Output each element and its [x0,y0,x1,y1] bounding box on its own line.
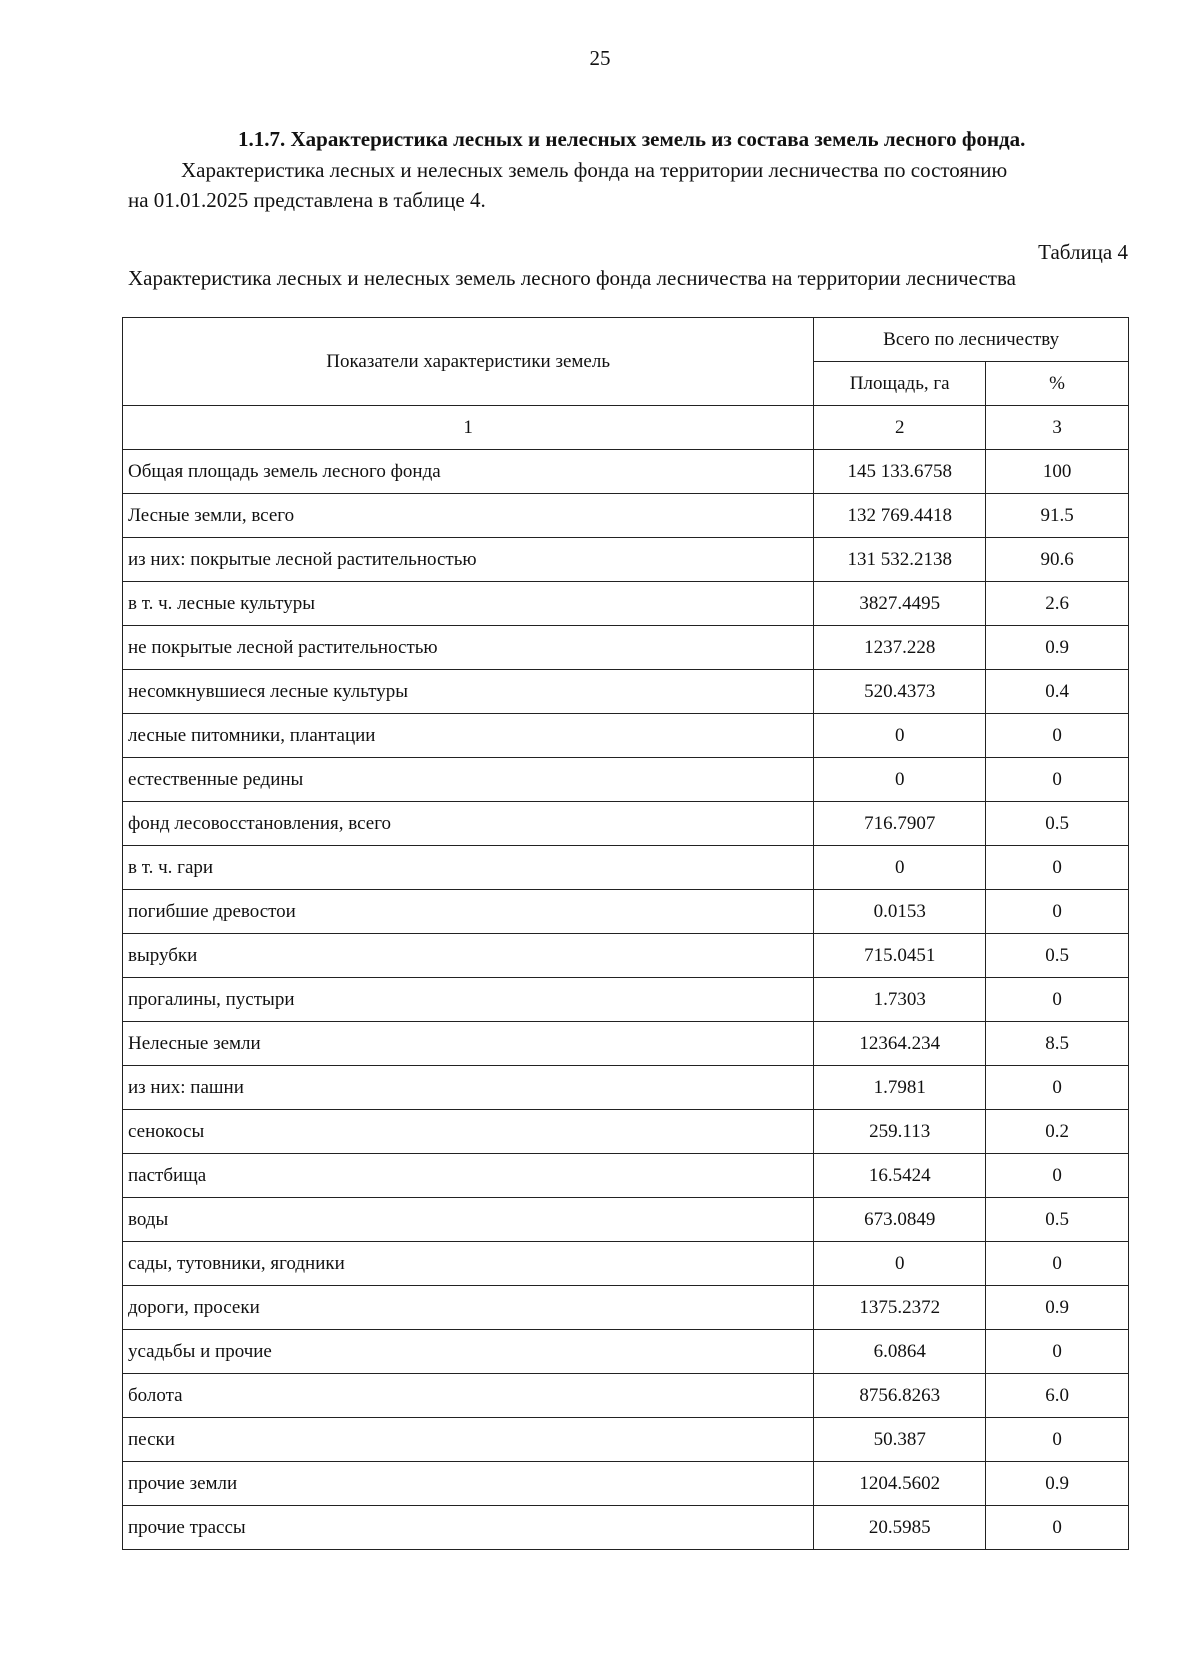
intro-line-2: на 01.01.2025 представлена в таблице 4. [128,188,486,212]
column-number-2: 2 [814,406,986,450]
land-characteristics-table [122,317,1129,1550]
row-percent-value: 0.5 [986,1198,1129,1242]
row-area-value: 1375.2372 [814,1286,986,1330]
row-indicator-name: прочие трассы [123,1506,814,1550]
table-row [123,846,1129,890]
row-area-value: 520.4373 [814,670,986,714]
table-row [123,1286,1129,1330]
table-row [123,1462,1129,1506]
table-row [123,1022,1129,1066]
row-area-value: 8756.8263 [814,1374,986,1418]
row-percent-value: 0 [986,1242,1129,1286]
row-area-value: 0 [814,1242,986,1286]
row-indicator-name: лесные питомники, плантации [123,714,814,758]
row-percent-value: 0 [986,1506,1129,1550]
table-row [123,758,1129,802]
row-indicator-name: Нелесные земли [123,1022,814,1066]
column-number-3: 3 [986,406,1129,450]
row-indicator-name: в т. ч. лесные культуры [123,582,814,626]
row-percent-value: 0.2 [986,1110,1129,1154]
row-percent-value: 0 [986,846,1129,890]
row-area-value: 16.5424 [814,1154,986,1198]
table-row [123,626,1129,670]
table-caption: Характеристика лесных и нелесных земель лесного фонда лесничества на территории лесничества [128,266,1016,290]
header-percent: % [986,362,1129,406]
row-indicator-name: дороги, просеки [123,1286,814,1330]
row-indicator-name: болота [123,1374,814,1418]
row-area-value: 3827.4495 [814,582,986,626]
row-indicator-name: несомкнувшиеся лесные культуры [123,670,814,714]
table-row [123,582,1129,626]
table-number: Таблица 4 [1038,240,1128,264]
table-row [123,494,1129,538]
row-percent-value: 0 [986,1066,1129,1110]
row-percent-value: 0 [986,1154,1129,1198]
table-row [123,1154,1129,1198]
row-area-value: 6.0864 [814,1330,986,1374]
row-percent-value: 0.9 [986,1286,1129,1330]
row-area-value: 1.7303 [814,978,986,1022]
table-row [123,670,1129,714]
row-percent-value: 90.6 [986,538,1129,582]
row-percent-value: 8.5 [986,1022,1129,1066]
row-area-value: 1237.228 [814,626,986,670]
column-number-1: 1 [123,406,814,450]
row-percent-value: 0.9 [986,1462,1129,1506]
table-body [123,450,1129,1550]
page-number: 25 [589,46,611,70]
row-area-value: 716.7907 [814,802,986,846]
row-area-value: 715.0451 [814,934,986,978]
row-indicator-name: прогалины, пустыри [123,978,814,1022]
row-area-value: 0.0153 [814,890,986,934]
row-percent-value: 0 [986,758,1129,802]
row-indicator-name: пески [123,1418,814,1462]
table-row [123,934,1129,978]
row-indicator-name: погибшие древостои [123,890,814,934]
table-row [123,890,1129,934]
row-area-value: 131 532.2138 [814,538,986,582]
table-row [123,714,1129,758]
intro-line-1: Характеристика лесных и нелесных земель фонда на территории лесничества по состоянию [181,158,1008,182]
header-area: Площадь, га [814,362,986,406]
row-percent-value: 100 [986,450,1129,494]
row-area-value: 1204.5602 [814,1462,986,1506]
header-indicator: Показатели характеристики земель [123,318,814,406]
row-percent-value: 0 [986,978,1129,1022]
row-percent-value: 0.5 [986,802,1129,846]
row-indicator-name: прочие земли [123,1462,814,1506]
row-percent-value: 0.5 [986,934,1129,978]
row-indicator-name: естественные редины [123,758,814,802]
row-area-value: 20.5985 [814,1506,986,1550]
table-row [123,1330,1129,1374]
row-percent-value: 0.4 [986,670,1129,714]
row-indicator-name: усадьбы и прочие [123,1330,814,1374]
table-row [123,1198,1129,1242]
intro-paragraph [128,155,1128,215]
row-percent-value: 91.5 [986,494,1129,538]
table-row [123,1374,1129,1418]
row-indicator-name: из них: пашни [123,1066,814,1110]
table-row [123,1506,1129,1550]
row-indicator-name: пастбища [123,1154,814,1198]
row-area-value: 1.7981 [814,1066,986,1110]
row-percent-value: 6.0 [986,1374,1129,1418]
table-row [123,1418,1129,1462]
row-area-value: 0 [814,758,986,802]
row-percent-value: 2.6 [986,582,1129,626]
row-area-value: 0 [814,714,986,758]
row-indicator-name: сады, тутовники, ягодники [123,1242,814,1286]
row-area-value: 50.387 [814,1418,986,1462]
row-indicator-name: Общая площадь земель лесного фонда [123,450,814,494]
section-title: 1.1.7. Характеристика лесных и нелесных земель из состава земель лесного фонда. [238,127,1026,151]
row-indicator-name: из них: покрытые лесной растительностью [123,538,814,582]
row-indicator-name: в т. ч. гари [123,846,814,890]
table-row [123,450,1129,494]
table-row [123,538,1129,582]
row-area-value: 0 [814,846,986,890]
row-percent-value: 0 [986,1418,1129,1462]
row-indicator-name: воды [123,1198,814,1242]
row-percent-value: 0 [986,1330,1129,1374]
row-area-value: 673.0849 [814,1198,986,1242]
table-row [123,978,1129,1022]
row-percent-value: 0.9 [986,626,1129,670]
row-percent-value: 0 [986,890,1129,934]
table-row [123,1110,1129,1154]
row-percent-value: 0 [986,714,1129,758]
table-row [123,1066,1129,1110]
row-area-value: 12364.234 [814,1022,986,1066]
row-area-value: 145 133.6758 [814,450,986,494]
table-row [123,1242,1129,1286]
row-indicator-name: фонд лесовосстановления, всего [123,802,814,846]
row-indicator-name: сенокосы [123,1110,814,1154]
row-indicator-name: не покрытые лесной растительностью [123,626,814,670]
row-area-value: 132 769.4418 [814,494,986,538]
row-indicator-name: вырубки [123,934,814,978]
header-total: Всего по лесничеству [814,318,1129,362]
row-area-value: 259.113 [814,1110,986,1154]
table-row [123,802,1129,846]
row-indicator-name: Лесные земли, всего [123,494,814,538]
